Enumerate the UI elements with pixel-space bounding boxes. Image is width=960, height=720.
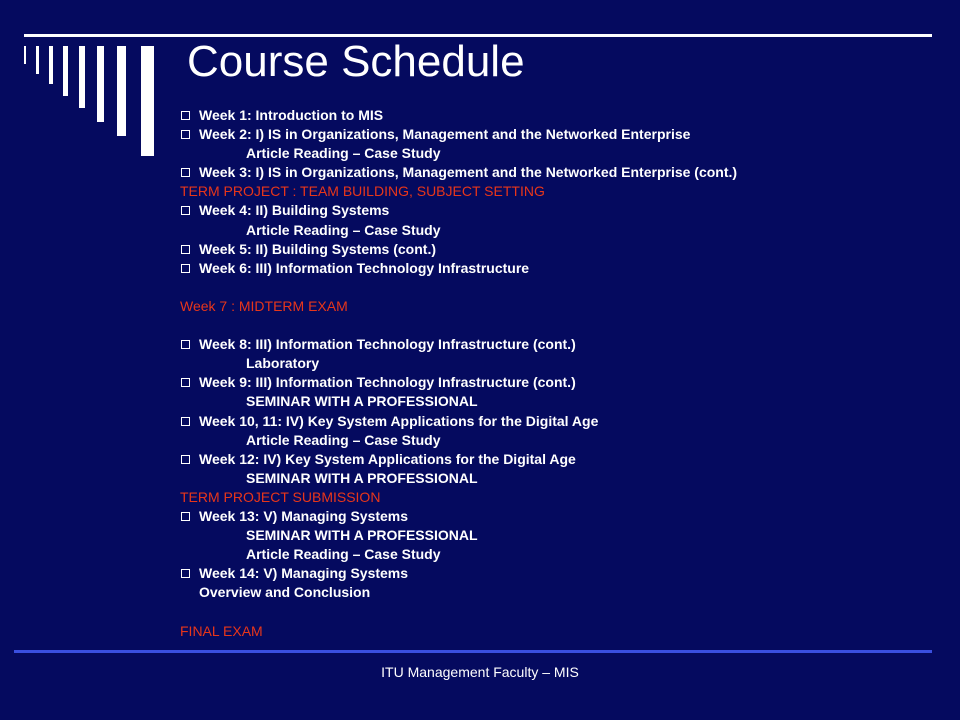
schedule-item — [180, 335, 940, 354]
bottom-divider-line — [14, 650, 932, 653]
square-bullet-icon — [181, 569, 190, 578]
schedule-item — [180, 526, 940, 545]
schedule-item — [180, 354, 940, 373]
schedule-item — [180, 507, 940, 526]
schedule-item-text: TERM PROJECT : TEAM BUILDING, SUBJECT SETTING — [180, 183, 545, 200]
square-bullet-icon — [181, 455, 190, 464]
schedule-item — [180, 221, 940, 240]
decorative-bar — [36, 46, 39, 74]
schedule-item-text: Article Reading – Case Study — [246, 221, 441, 238]
schedule-item-text: Week 1: Introduction to MIS — [199, 107, 384, 123]
schedule-spacer — [180, 278, 940, 297]
schedule-item — [180, 125, 940, 144]
schedule-item — [180, 545, 940, 564]
schedule-item — [180, 259, 940, 278]
schedule-milestone — [180, 488, 940, 507]
schedule-item-text: Article Reading – Case Study — [246, 546, 441, 563]
schedule-item — [180, 469, 940, 488]
decorative-bar — [141, 46, 154, 156]
schedule-list — [180, 106, 940, 641]
schedule-item-text: SEMINAR WITH A PROFESSIONAL — [246, 393, 478, 410]
decorative-bar — [79, 46, 85, 108]
schedule-item — [180, 431, 940, 450]
square-bullet-icon — [181, 264, 190, 273]
schedule-milestone — [180, 622, 940, 641]
schedule-spacer — [180, 316, 940, 335]
schedule-item — [180, 201, 940, 220]
schedule-item-text: Overview and Conclusion — [199, 584, 371, 601]
schedule-item-text: Week 8: III) Information Technology Infrastructure (cont.) — [199, 336, 576, 353]
decorative-bar — [117, 46, 126, 136]
schedule-item-text: FINAL EXAM — [180, 622, 263, 639]
schedule-item-text: Article Reading – Case Study — [246, 431, 441, 448]
square-bullet-icon — [181, 340, 190, 349]
decorative-bar — [97, 46, 104, 122]
schedule-item-text: Week 5: II) Building Systems (cont.) — [199, 240, 437, 257]
schedule-spacer — [180, 602, 940, 621]
schedule-item-text: Week 13: V) Managing Systems — [199, 507, 409, 524]
schedule-item — [180, 106, 940, 125]
square-bullet-icon — [181, 130, 190, 139]
schedule-item-text: Week 10, 11: IV) Key System Applications for the Digital Age — [199, 412, 599, 429]
schedule-item-text: Week 4: II) Building Systems — [199, 202, 390, 219]
schedule-item-text: SEMINAR WITH A PROFESSIONAL — [246, 527, 478, 544]
schedule-item-text: SEMINAR WITH A PROFESSIONAL — [246, 469, 478, 486]
schedule-milestone — [180, 182, 940, 201]
schedule-item-text: Article Reading – Case Study — [246, 145, 441, 162]
schedule-item-text: TERM PROJECT SUBMISSION — [180, 488, 381, 505]
schedule-item — [180, 392, 940, 411]
schedule-item-text: Week 7 : MIDTERM EXAM — [180, 297, 348, 314]
schedule-item-text: Week 14: V) Managing Systems — [199, 565, 409, 582]
schedule-item — [180, 373, 940, 392]
slide-title: Course Schedule — [187, 37, 525, 86]
schedule-item-text: Laboratory — [246, 355, 320, 372]
schedule-item — [180, 163, 940, 182]
schedule-item — [180, 450, 940, 469]
schedule-item-text: Week 6: III) Information Technology Infrastructure — [199, 259, 530, 276]
schedule-item-text: Week 2: I) IS in Organizations, Management and the Networked Enterprise — [199, 126, 691, 143]
schedule-milestone — [180, 297, 940, 316]
decorative-bar — [24, 46, 26, 64]
decorative-bar — [49, 46, 53, 84]
square-bullet-icon — [181, 245, 190, 254]
square-bullet-icon — [181, 206, 190, 215]
schedule-item — [180, 564, 940, 583]
square-bullet-icon — [181, 378, 190, 387]
schedule-item — [180, 240, 940, 259]
schedule-item-text: Week 3: I) IS in Organizations, Management and the Networked Enterprise (cont.) — [199, 164, 738, 181]
schedule-item — [180, 144, 940, 163]
schedule-item-text: Week 12: IV) Key System Applications for the Digital Age — [199, 450, 576, 467]
slide-footer: ITU Management Faculty – MIS — [381, 664, 579, 680]
square-bullet-icon — [181, 111, 190, 120]
schedule-item-text: Week 9: III) Information Technology Infrastructure (cont.) — [199, 374, 576, 391]
square-bullet-icon — [181, 512, 190, 521]
square-bullet-icon — [181, 417, 190, 426]
decorative-bar — [63, 46, 68, 96]
schedule-item — [180, 412, 940, 431]
schedule-item — [180, 583, 940, 602]
square-bullet-icon — [181, 168, 190, 177]
